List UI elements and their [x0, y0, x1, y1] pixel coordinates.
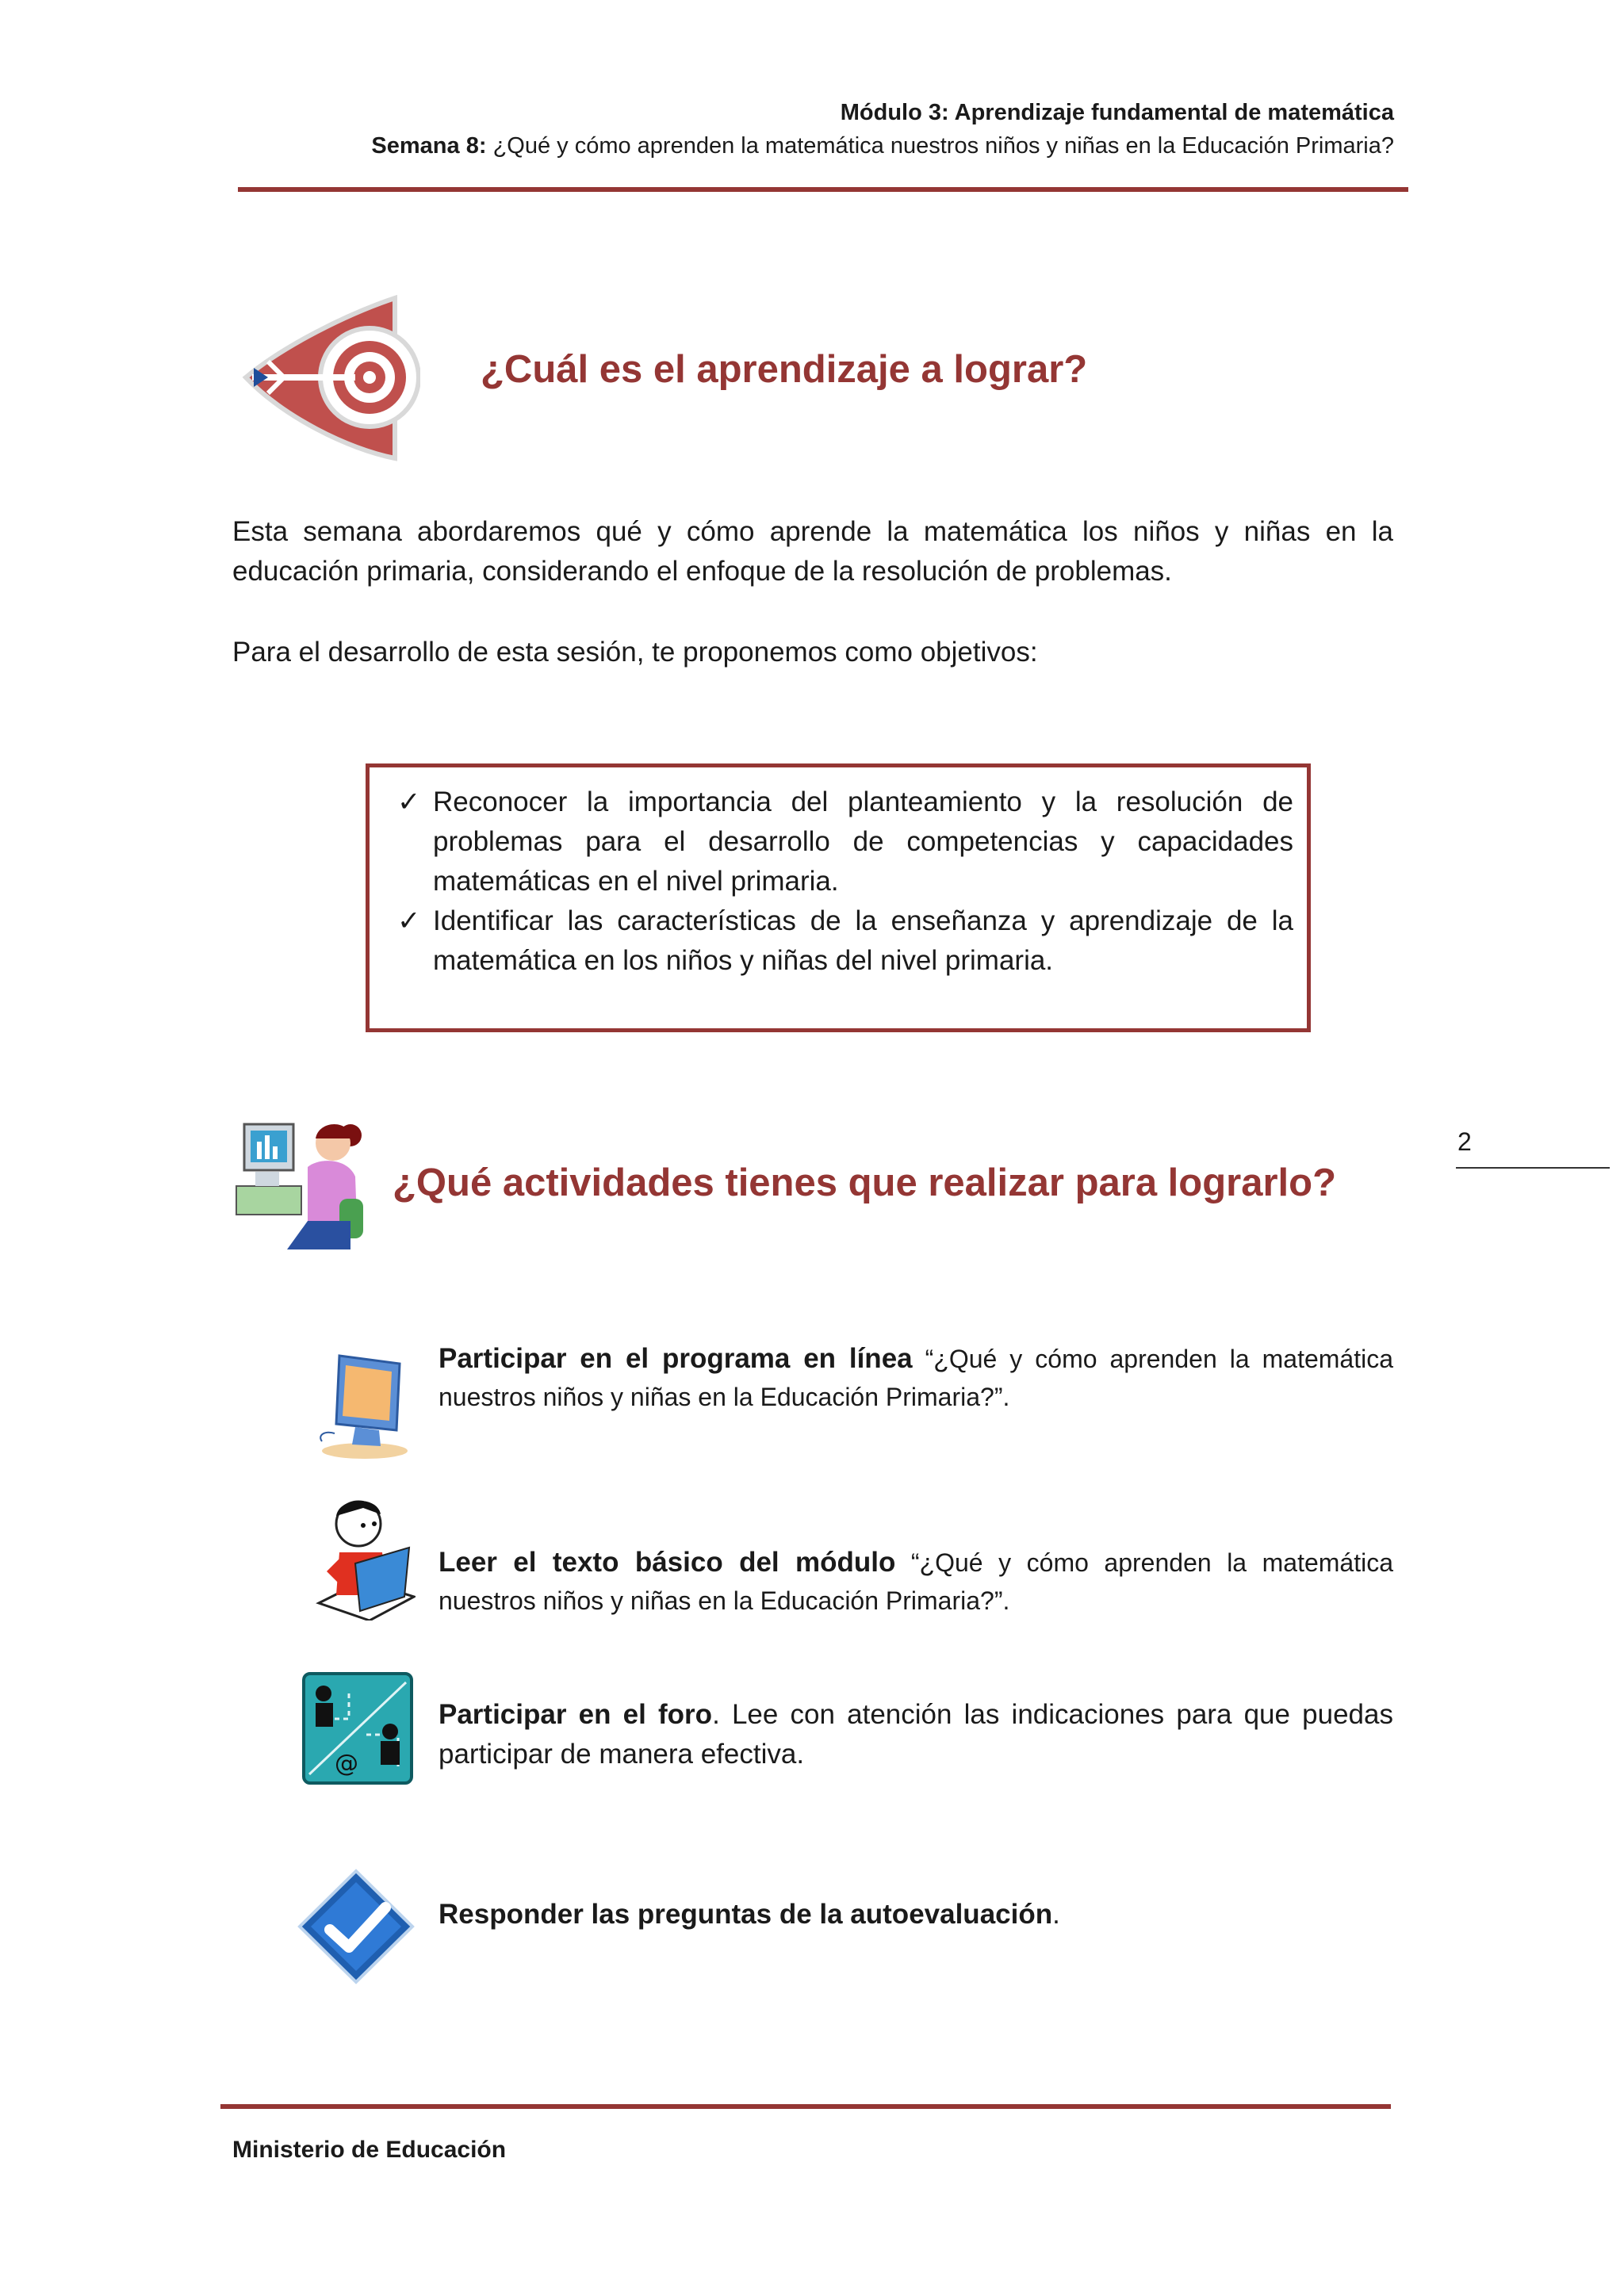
section1-title: ¿Cuál es el aprendizaje a lograr? — [481, 348, 1088, 391]
checkmark-icon: ✓ — [397, 905, 421, 936]
footer-text: Ministerio de Educación — [232, 2137, 507, 2163]
activity-title: Participar en el foro — [439, 1699, 713, 1730]
svg-text:@: @ — [335, 1750, 358, 1777]
activity-item — [439, 1695, 1393, 1774]
week-title — [371, 135, 1394, 158]
objective-text: Identificar las características de la enseñanza y aprendizaje de la matemática en los niños y niñas del nivel primaria. — [433, 905, 1293, 976]
computer-user-icon — [232, 1110, 368, 1251]
activity-title: Responder las preguntas de la autoevaluación — [439, 1899, 1053, 1930]
page-number: 2 — [1457, 1127, 1472, 1156]
objective-item — [397, 783, 1293, 901]
checkmark-icon: ✓ — [397, 786, 421, 817]
activity-item — [439, 1543, 1393, 1619]
section2-title: ¿Qué actividades tienes que realizar para lograrlo? — [393, 1161, 1337, 1204]
activity-title: Participar en el programa en línea — [439, 1343, 913, 1374]
forum-icon — [301, 1671, 414, 1785]
activity-text: . — [1052, 1899, 1060, 1930]
activity-text: “¿Qué y cómo aprenden la matemática nuestros niños y niñas en la Educación Primaria?”. — [439, 1345, 1393, 1411]
header-rule — [238, 187, 1408, 192]
activity-item — [439, 1895, 1393, 1934]
section1-intro: Esta semana abordaremos qué y cómo aprende la matemática los niños y niñas en la educación primaria, considerando el enfoque de la resolución de problemas. — [232, 516, 1393, 587]
objectives-lead: Para el desarrollo de esta sesión, te proponemos como objetivos: — [232, 637, 1038, 668]
page-number-rule — [1456, 1167, 1610, 1169]
objective-item — [397, 901, 1293, 981]
objective-text: Reconocer la importancia del planteamiento y la resolución de problemas para el desarrollo de competencias y capacidades matemáticas en el nivel primaria. — [433, 786, 1293, 897]
week-label: Semana 8: — [371, 133, 487, 159]
activity-item — [439, 1339, 1393, 1415]
footer-rule — [220, 2104, 1391, 2109]
target-icon — [236, 282, 420, 469]
activity-text: “¿Qué y cómo aprenden la matemática nuestros niños y niñas en la Educación Primaria?”. — [439, 1548, 1394, 1615]
reader-icon — [316, 1492, 416, 1621]
activity-text: . Lee con atención las indicaciones para que puedas participar de manera efectiva. — [439, 1699, 1393, 1770]
module-title: Módulo 3: Aprendizaje fundamental de matemática — [840, 100, 1394, 125]
objectives-box — [366, 763, 1311, 1032]
activity-title: Leer el texto básico del módulo — [439, 1547, 896, 1578]
monitor-icon — [314, 1348, 409, 1460]
week-text: ¿Qué y cómo aprenden la matemática nuestros niños y niñas en la Educación Primaria? — [492, 133, 1394, 159]
checkmark-icon — [297, 1868, 416, 1985]
